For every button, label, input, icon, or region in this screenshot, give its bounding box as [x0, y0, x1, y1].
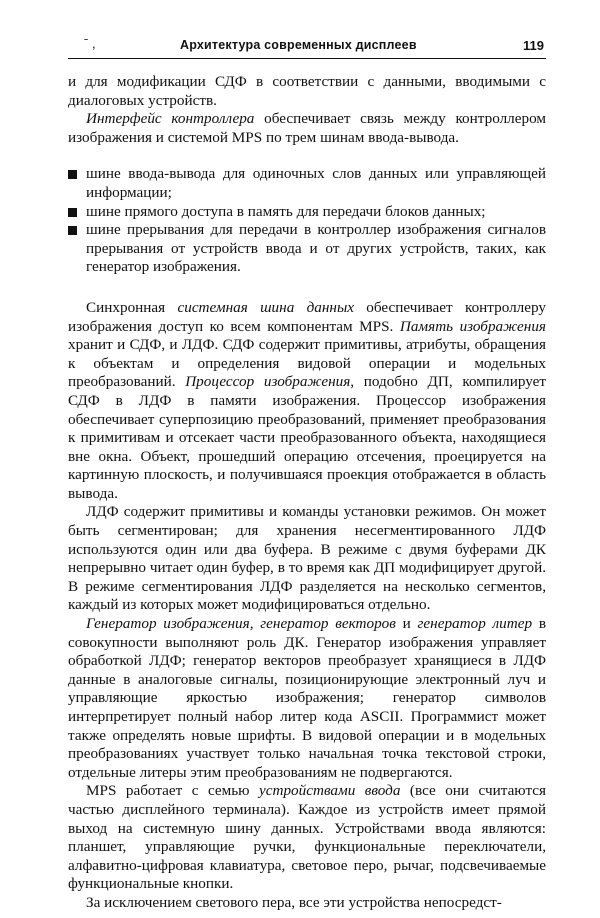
- running-header: [68, 36, 546, 59]
- book-page: [68, 36, 546, 913]
- header-title: Архитектура современных дисплеев: [180, 38, 417, 52]
- list-item: шине прерывания для передачи в контроллер изображения сигналов прерывания от устройств ввода и от других устройств, таких, как генератор изображения.: [68, 221, 546, 277]
- bullet-square-icon: [68, 170, 77, 179]
- paragraph-3: Синхронная системная шина данных обеспечивает контроллеру изображения доступ ко всем компонентам MPS. Память изображения хранит и СДФ, и ЛДФ. СДФ содержит примитивы, атрибуты, обращения к объектам и определения видовой операции и модельных преобразований. Процессор изображения, подобно ДП, компилирует СДФ в ЛДФ в памяти изображения. Процессор изображения обеспечивает суперпозицию преобразований, применяет преобразования к примитивам и отсекает части преобразованного объекта, находящиеся вне окна. Объект, прошедший операцию отсечения, проецируется на картинную плоскость, и получившаяся проекция отображается в область вывода.: [68, 298, 547, 502]
- paragraph-5: Генератор изображения, генератор векторов и генератор литер в совокупности выполняют роль ДК. Генератор изображения управляет обработкой ЛДФ; генератор векторов преобразует хранящиеся в ЛДФ данные в аналоговые сигналы, позиционирующие электронный луч и управляющие яркостью изображения; генератор символов интерпретирует полный набор литер кода ASCII. Программист может также определять новые шрифты. В видовой операции и в модельных преобразованиях участвует только начальная точка текстовой строки, отдельные литеры этим преобразованиям не подвергаются.: [68, 615, 546, 781]
- bullet-square-icon: [68, 208, 77, 217]
- paragraph-1: и для модификации СДФ в соответствии с данными, вводимыми с диалоговых устройств.: [68, 73, 546, 109]
- header-mark: ˉ ,: [84, 36, 96, 51]
- paragraph-6: MPS работает с семью устройствами ввода (все они считаются частью дисплейного терминала). Каждое из устройств имеет прямой выход на системную шину данных. Устройствами ввода являются: планшет, управляющие ручки, функциональные переключатели, алфавитно-цифровая клавиатура, световое перо, рычаг, подсвечиваемые функциональные кнопки.: [68, 782, 547, 893]
- term-interface-controller: Интерфейс контроллера: [86, 110, 255, 128]
- paragraph-2: Интерфейс контроллера обеспечивает связь между контроллером изображения и системой MPS по трем шинам ввода-вывода.: [68, 110, 546, 146]
- bus-list: [68, 165, 546, 277]
- paragraph-4: ЛДФ содержит примитивы и команды установки режимов. Он может быть сегментирован; для хранения несегментированного ЛДФ используются один или два буфера. В режиме с двумя буферами ДК непрерывно читает один буфер, в то время как ДП модифицирует другой. В режиме сегментирования ЛДФ разделяется на несколько сегментов, каждый из которых может модифицироваться отдельно.: [68, 503, 546, 614]
- page-body: [68, 73, 546, 913]
- paragraph-7: За исключением светового пера, все эти устройства непосредст-: [86, 893, 502, 911]
- list-item: шине ввода-вывода для одиночных слов данных или управляющей информации;: [68, 165, 546, 202]
- page-number: 119: [523, 38, 544, 53]
- bullet-square-icon: [68, 226, 77, 235]
- list-item: шине прямого доступа в память для передачи блоков данных;: [68, 203, 546, 222]
